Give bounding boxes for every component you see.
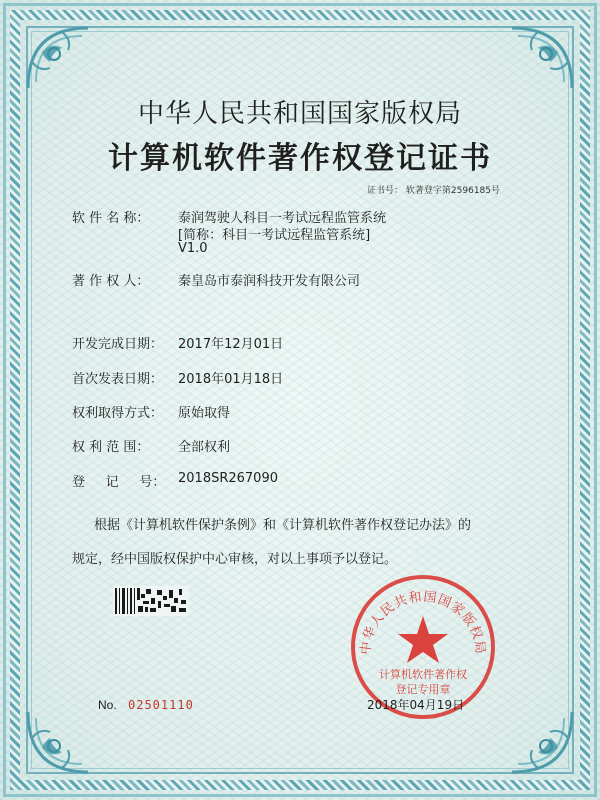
rights-scope-value: 全部权利: [178, 440, 231, 455]
statement-line-2: 规定，经中国版权保护中心审核，对以上事项予以登记。: [72, 552, 398, 567]
dev-date-label: 开发完成日期：: [72, 337, 164, 352]
software-short-name: [简称：科目一考试远程监管系统]: [178, 228, 371, 243]
rights-scope-label: 权 利 范 围：: [72, 440, 150, 455]
issue-date: 2018年04月19日: [367, 698, 465, 712]
owner-value: 秦皇岛市泰润科技开发有限公司: [178, 274, 361, 289]
software-name-label: 软 件 名 称：: [72, 211, 150, 226]
seal-line-1: 计算机软件著作权: [379, 668, 467, 681]
dev-date-value: 2017年12月01日: [178, 337, 284, 352]
registration-number-label: 登 记 号：: [72, 475, 166, 490]
pub-date-value: 2018年01月18日: [178, 372, 284, 387]
seal-ring-text: 中华人民共和国国家版权局: [358, 589, 488, 656]
owner-label: 著 作 权 人：: [72, 274, 150, 289]
certificate-number: 证书号： 软著登字第2596185号: [367, 186, 500, 196]
corner-ornament-icon: [506, 706, 578, 778]
corner-ornament-icon: [22, 22, 94, 94]
acquire-method-label: 权利取得方式：: [72, 406, 164, 421]
issuer-heading: 中华人民共和国国家版权局: [137, 99, 462, 129]
software-name-value: 泰润驾驶人科目一考试远程监管系统: [178, 211, 387, 226]
corner-ornament-icon: [22, 706, 94, 778]
registration-number-value: 2018SR267090: [178, 471, 278, 486]
serial-label: No.: [98, 698, 117, 712]
serial-number: 02501110: [128, 698, 194, 712]
seal-line-2: 登记专用章: [395, 683, 451, 696]
barcode-icon: [113, 586, 189, 616]
corner-ornament-icon: [506, 22, 578, 94]
certificate-title: 计算机软件著作权登记证书: [108, 141, 492, 176]
software-version: V1.0: [178, 241, 208, 256]
statement-line-1: 根据《计算机软件保护条例》和《计算机软件著作权登记办法》的: [94, 518, 472, 533]
pub-date-label: 首次发表日期：: [72, 372, 164, 387]
acquire-method-value: 原始取得: [178, 406, 231, 421]
